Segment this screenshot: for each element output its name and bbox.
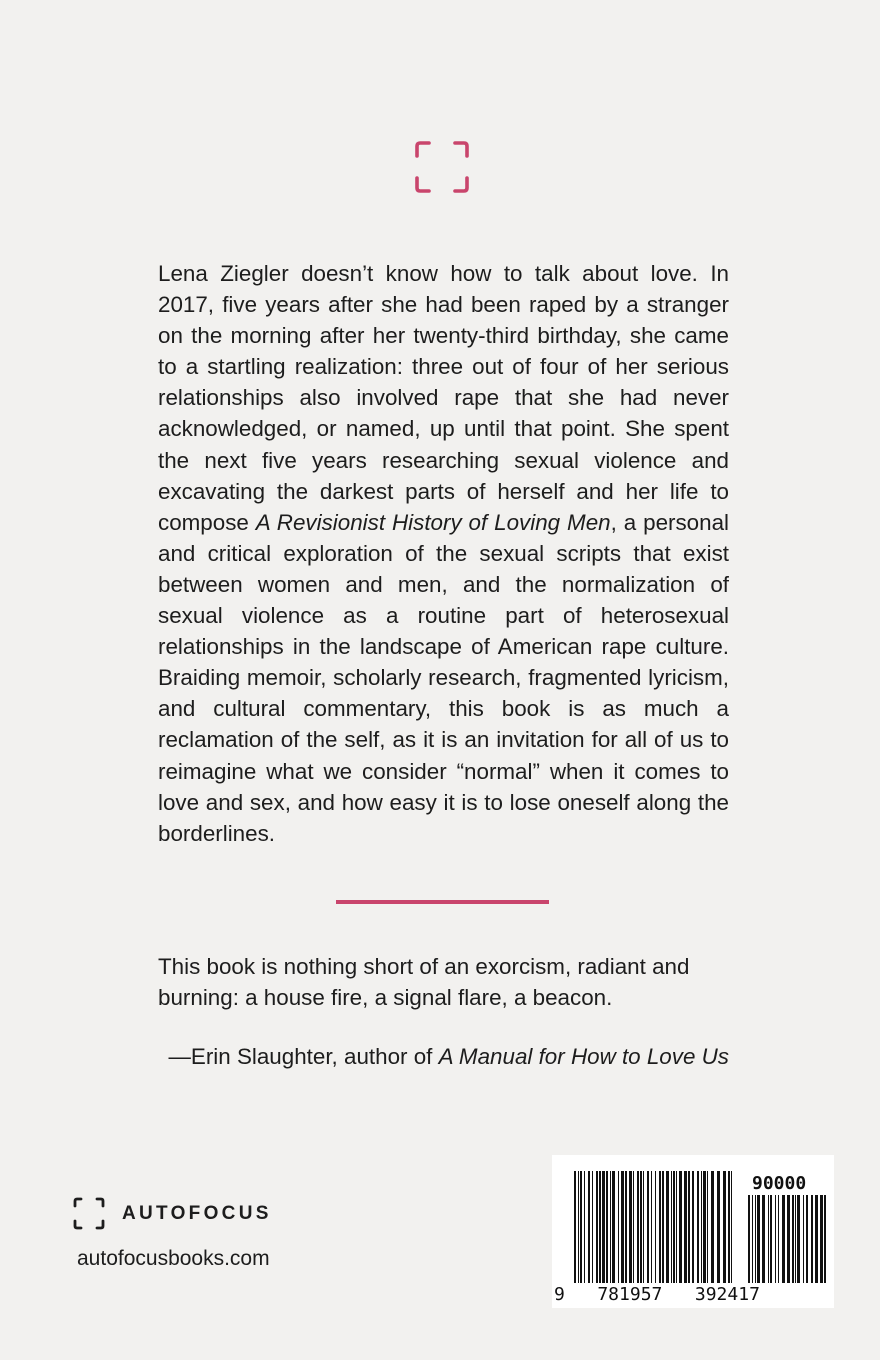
barcode-bar <box>671 1171 672 1283</box>
barcode-bar <box>602 1171 605 1283</box>
barcode-bar <box>688 1171 690 1283</box>
barcode-bar <box>599 1171 601 1283</box>
description-part-1: Lena Ziegler doesn’t know how to talk about love. In 2017, five years after she had been raped by a stranger on the morning after her twenty-third birthday, she came to a startling realization: three out of four of her serious relationships also involved rape that she had never acknowledged, or named, up until that point. She spent the next five years researching sexual violence and excavating the darkest parts of herself and her life to compose <box>158 261 729 535</box>
isbn-barcode <box>552 1155 834 1308</box>
barcode-bar <box>684 1171 687 1283</box>
barcode-bar <box>592 1171 593 1283</box>
book-description <box>158 258 729 849</box>
barcode-bar <box>815 1195 818 1283</box>
description-part-2: , a personal and critical exploration of the sexual scripts that exist between women and men, and the normalization of sexual violence as a routine part of heterosexual relationships in the landscape of American rape culture. Braiding memoir, scholarly research, fragmented lyricism, and cultural commentary, this book is as much a reclamation of the self, as it is an invitation for all of us to reimagine what we consider “normal” when it comes to love and sex, and how easy it is to lose oneself along the borderlines. <box>158 509 730 846</box>
price-code: 90000 <box>752 1173 807 1194</box>
publisher-url[interactable]: autofocusbooks.com <box>77 1247 270 1270</box>
barcode-bar <box>748 1195 750 1283</box>
barcode-bar <box>795 1195 796 1283</box>
barcode-bar <box>775 1195 776 1283</box>
barcode-bar <box>647 1171 649 1283</box>
barcode-bar <box>596 1171 598 1283</box>
barcode-bar <box>782 1195 785 1283</box>
barcode-bar <box>697 1171 699 1283</box>
barcode-bar <box>806 1195 808 1283</box>
barcode-bar <box>625 1171 627 1283</box>
barcode-bar <box>584 1171 585 1283</box>
barcode-bar <box>757 1195 760 1283</box>
barcode-bar <box>778 1195 779 1283</box>
barcode-bar <box>717 1171 720 1283</box>
barcode-bar <box>606 1171 608 1283</box>
barcode-graphic <box>552 1155 834 1308</box>
barcode-bar <box>578 1171 579 1283</box>
focus-brackets-icon <box>413 139 471 195</box>
barcode-bar <box>711 1171 714 1283</box>
barcode-bar <box>640 1171 642 1283</box>
barcode-bar <box>811 1195 813 1283</box>
publisher-name: AUTOFOCUS <box>122 1203 272 1224</box>
barcode-bar <box>703 1171 706 1283</box>
barcode-bar <box>797 1195 800 1283</box>
barcode-bar <box>629 1171 632 1283</box>
endorsement-quote: This book is nothing short of an exorcism, radiant and burning: a house fire, a signal flare, a beacon. <box>158 954 690 1011</box>
barcode-bar <box>588 1171 590 1283</box>
barcode-bar <box>574 1171 576 1283</box>
isbn-digits: 9 781957 392417 <box>554 1284 760 1305</box>
barcode-bar <box>792 1195 794 1283</box>
attribution-author: —Erin Slaughter, author of <box>168 1044 439 1069</box>
barcode-bar <box>643 1171 644 1283</box>
barcode-bar <box>662 1171 664 1283</box>
barcode-bar <box>610 1171 611 1283</box>
barcode-bar <box>633 1171 634 1283</box>
barcode-bar <box>824 1195 826 1283</box>
barcode-bar <box>707 1171 708 1283</box>
barcode-bar <box>787 1195 790 1283</box>
barcode-bar <box>580 1171 582 1283</box>
focus-brackets-icon <box>72 1196 106 1231</box>
barcode-bar <box>612 1171 615 1283</box>
barcode-bar <box>770 1195 772 1283</box>
barcode-bar <box>701 1171 702 1283</box>
barcode-bar <box>723 1171 726 1283</box>
barcode-bar <box>651 1171 652 1283</box>
barcode-bar <box>755 1195 756 1283</box>
barcode-bar <box>666 1171 669 1283</box>
barcode-bar <box>676 1171 677 1283</box>
attribution-book-title: A Manual for How to Love Us <box>438 1044 729 1069</box>
barcode-bar <box>752 1195 753 1283</box>
barcode-bar <box>679 1171 682 1283</box>
barcode-bar <box>621 1171 624 1283</box>
book-title: A Revisionist History of Loving Men <box>255 509 611 535</box>
barcode-bar <box>673 1171 675 1283</box>
barcode-bar <box>618 1171 619 1283</box>
divider <box>336 900 549 904</box>
barcode-bar <box>692 1171 694 1283</box>
barcode-bar <box>820 1195 823 1283</box>
barcode-bar <box>731 1171 732 1283</box>
barcode-bar <box>637 1171 639 1283</box>
barcode-bar <box>803 1195 804 1283</box>
barcode-bar <box>728 1171 730 1283</box>
barcode-bar <box>659 1171 661 1283</box>
barcode-bar <box>655 1171 656 1283</box>
barcode-bar <box>768 1195 769 1283</box>
barcode-bar <box>762 1195 765 1283</box>
endorsement-attribution <box>158 1041 729 1072</box>
